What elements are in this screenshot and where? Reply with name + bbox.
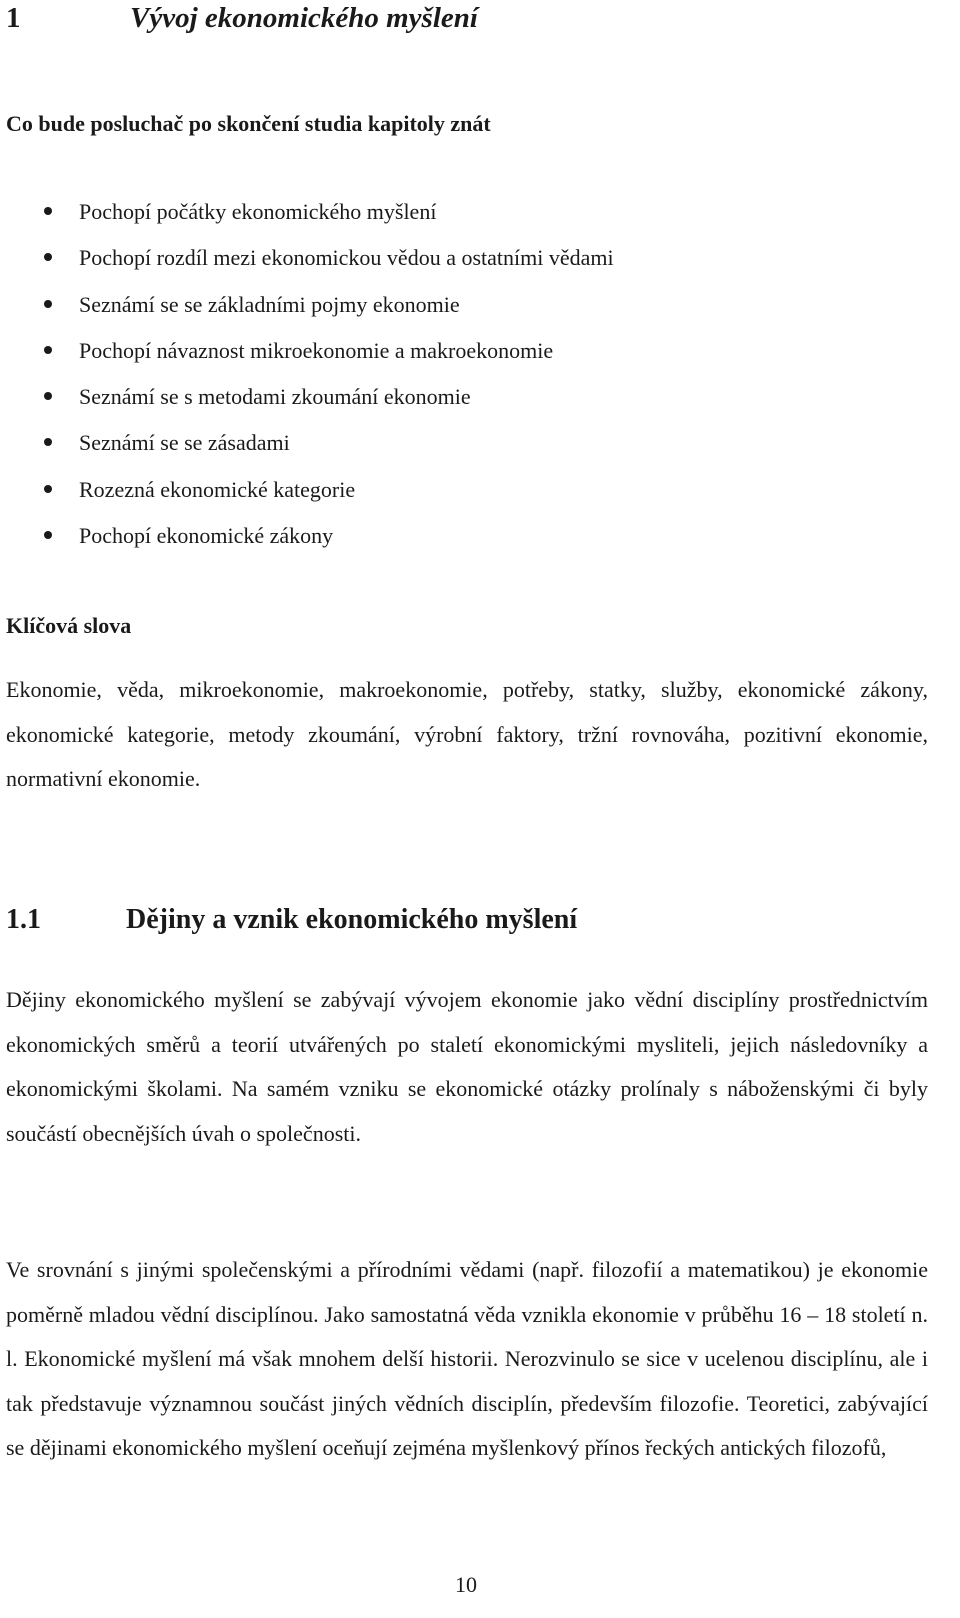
body-paragraph: Ve srovnání s jinými společenskými a přírodními vědami (např. filozofií a matematikou) je ekonomie poměrně mladou vědní disciplínou. Jako samostatná věda vznikla ekonomie v průběhu 16 – 18 století n. l. Ekonomické myšlení má však mnohem delší historii. Nerozvinulo se sice v ucelenou disciplínu, ale i tak představuje významnou součást jiných vědních disciplín, především filozofie. Teoretici, zabývající se dějinami ekonomického myšlení oceňují zejména myšlenkový přínos řeckých antických filozofů, [6, 1257, 928, 1460]
list-item-text: Pochopí ekonomické zákony [79, 523, 334, 549]
learning-goals-heading: Co bude posluchač po skončení studia kapitoly znát [6, 111, 491, 136]
bullet-icon [44, 253, 52, 261]
bullet-icon [44, 346, 52, 354]
bullet-icon [44, 300, 52, 308]
page-number: 10 [455, 1572, 477, 1597]
list-item-text: Pochopí rozdíl mezi ekonomickou vědou a ostatními vědami [79, 245, 614, 271]
chapter-title: Vývoj ekonomického myšlení [130, 2, 478, 34]
section-number: 1.1 [6, 904, 41, 935]
list-item-text: Pochopí počátky ekonomického myšlení [79, 199, 437, 224]
bullet-icon [44, 392, 52, 400]
list-item-text: Seznámí se s metodami zkoumání ekonomie [79, 384, 471, 410]
body-paragraph: Dějiny ekonomického myšlení se zabývají vývojem ekonomie jako vědní disciplíny prostřednictvím ekonomických směrů a teorií utvářených po staletí ekonomickými mysliteli, jejich následovníky a ekonomickými školami. Na samém vzniku se ekonomické otázky prolínaly s náboženskými či byly součástí obecnějších úvah o společnosti. [6, 987, 928, 1146]
keywords-paragraph: Ekonomie, věda, mikroekonomie, makroekonomie, potřeby, statky, služby, ekonomické zákony, ekonomické kategorie, metody zkoumání, výrobní faktory, tržní rovnováha, pozitivní ekonomie, normativní ekonomie. [6, 677, 928, 791]
list-item-text: Seznámí se se základními pojmy ekonomie [79, 291, 460, 317]
keywords-heading: Klíčová slova [6, 613, 132, 638]
chapter-number: 1 [6, 2, 21, 34]
section-title: Dějiny a vznik ekonomického myšlení [126, 904, 578, 935]
list-item-text: Rozezná ekonomické kategorie [79, 476, 356, 502]
list-item-text: Pochopí návaznost mikroekonomie a makroekonomie [79, 337, 554, 363]
bullet-icon [44, 438, 52, 446]
bullet-icon [44, 485, 52, 493]
bullet-icon [44, 207, 52, 215]
list-item-text: Seznámí se se zásadami [79, 430, 290, 456]
bullet-icon [44, 531, 52, 539]
